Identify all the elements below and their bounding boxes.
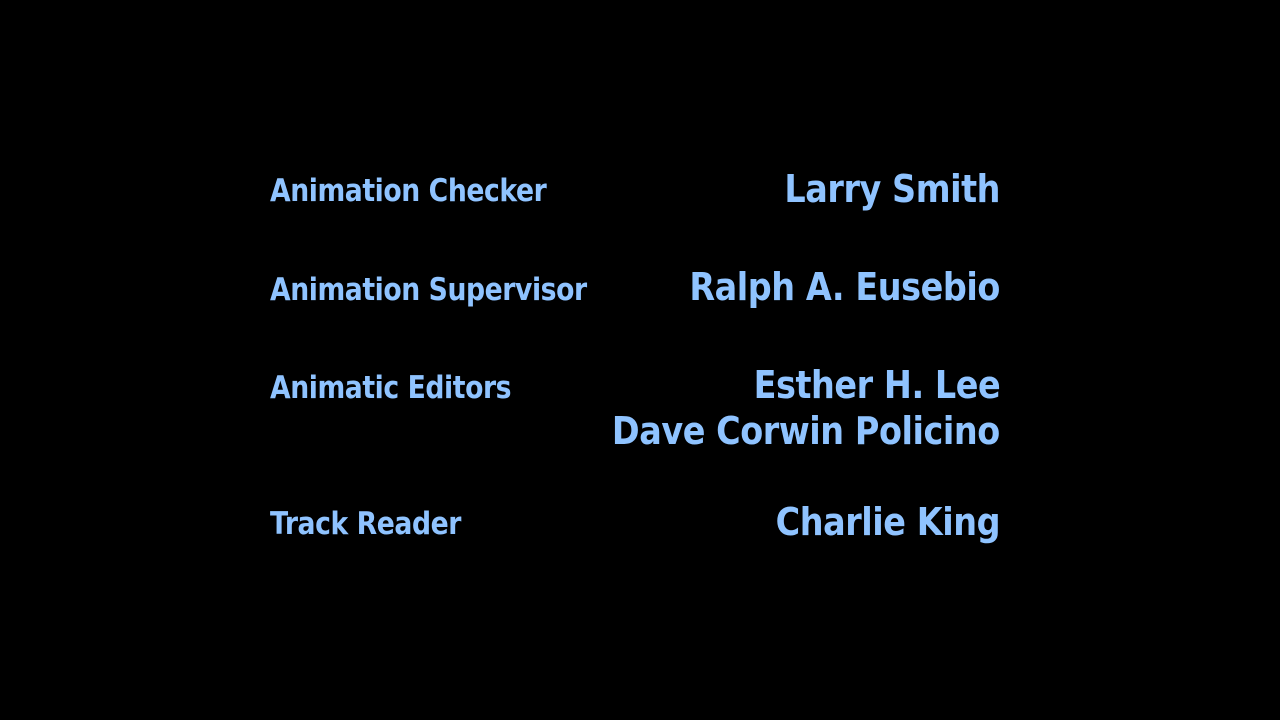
credit-name-ralph-eusebio: Ralph A. Eusebio [689, 265, 1000, 309]
credit-name-larry-smith: Larry Smith [784, 167, 1000, 211]
credit-role-animatic-editors: Animatic Editors [270, 370, 512, 406]
credit-name-esther-lee: Esther H. Lee [753, 363, 1000, 407]
credit-role-animation-supervisor: Animation Supervisor [270, 272, 587, 308]
credit-name-dave-policino: Dave Corwin Policino [612, 409, 1000, 453]
credit-role-animation-checker: Animation Checker [270, 173, 547, 209]
credit-role-track-reader: Track Reader [270, 506, 461, 542]
credit-name-charlie-king: Charlie King [775, 500, 1000, 544]
